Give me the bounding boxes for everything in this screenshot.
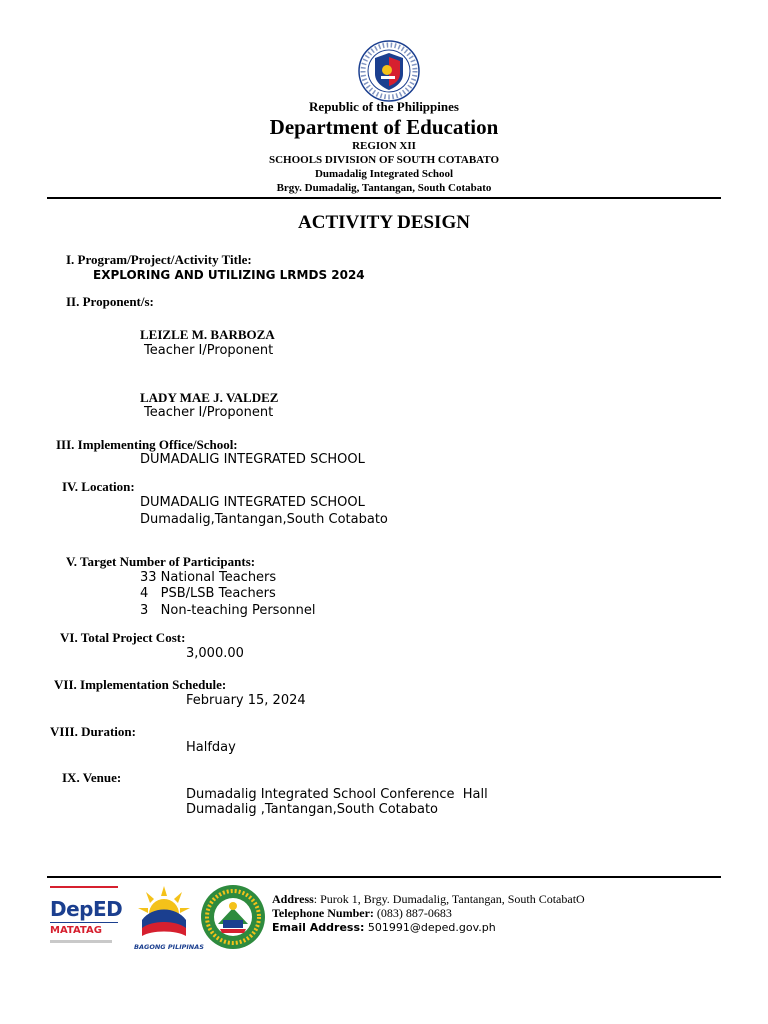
- header-divider: [47, 197, 721, 199]
- section-4-label: IV. Location:: [62, 479, 135, 494]
- proponent-1-name: LEIZLE M. BARBOZA: [140, 327, 275, 342]
- section-4-value-1: DUMADALIG INTEGRATED SCHOOL: [140, 495, 365, 510]
- bagong-pilipinas-text: BAGONG PILIPINAS: [134, 943, 204, 951]
- sun-icon: [134, 884, 194, 938]
- proponent-1-role: Teacher I/Proponent: [144, 343, 274, 358]
- bagong-pilipinas-logo: [134, 884, 204, 951]
- participants-row-3: 3 Non-teaching Personnel: [140, 603, 316, 618]
- address-label: Address: [272, 892, 314, 906]
- matatag-text: MATATAG: [50, 925, 102, 936]
- division-line: SCHOOLS DIVISION OF SOUTH COTABATO: [268, 154, 500, 166]
- footer-address: [272, 892, 585, 907]
- section-9-value-2: Dumadalig ,Tantangan,South Cotabato: [186, 802, 439, 817]
- section-4-value-2: Dumadalig,Tantangan,South Cotabato: [140, 512, 388, 527]
- deped-logo-text: DepED: [50, 897, 123, 921]
- phone-label: Telephone Number:: [272, 906, 374, 920]
- deped-seal-icon: [358, 40, 420, 102]
- region-line: REGION XII: [352, 140, 416, 152]
- section-7-value: February 15, 2024: [186, 693, 306, 708]
- section-5-label: V. Target Number of Participants:: [66, 554, 256, 569]
- section-9-value-1: Dumadalig Integrated School Conference Hall: [186, 787, 488, 802]
- school-address-line: Brgy. Dumadalig, Tantangan, South Cotabato: [276, 182, 492, 194]
- section-8-label: VIII. Duration:: [50, 724, 136, 739]
- republic-line: Republic of the Philippines: [309, 99, 459, 114]
- section-3-value: DUMADALIG INTEGRATED SCHOOL: [140, 452, 365, 467]
- email-value[interactable]: 501991@deped.gov.ph: [364, 921, 496, 934]
- proponent-2-role: Teacher I/Proponent: [144, 405, 274, 420]
- deped-matatag-logo: [50, 886, 123, 950]
- email-label: Email Address:: [272, 921, 365, 934]
- footer-email: [272, 921, 496, 934]
- participants-row-2: 4 PSB/LSB Teachers: [140, 586, 276, 601]
- department-title: Department of Education: [269, 115, 499, 139]
- proponent-2-name: LADY MAE J. VALDEZ: [140, 390, 279, 405]
- school-line: Dumadalig Integrated School: [314, 168, 454, 180]
- section-6-value: 3,000.00: [186, 646, 244, 661]
- section-1-label: I. Program/Project/Activity Title:: [66, 252, 252, 267]
- document-title: ACTIVITY DESIGN: [298, 212, 470, 233]
- logo-mid-rule: [50, 922, 118, 923]
- section-9-label: IX. Venue:: [62, 770, 122, 785]
- address-value: : Purok 1, Brgy. Dumadalig, Tantangan, South CotabatO: [313, 892, 585, 906]
- logo-top-rule: [50, 886, 118, 888]
- footer-divider: [47, 876, 721, 878]
- logo-tagline-bar: [50, 940, 112, 943]
- section-3-label: III. Implementing Office/School:: [56, 437, 238, 452]
- section-1-value: EXPLORING AND UTILIZING LRMDS 2024: [93, 268, 365, 282]
- section-7-label: VII. Implementation Schedule:: [54, 677, 227, 692]
- participants-row-1: 33 National Teachers: [140, 570, 277, 585]
- section-8-value: Halfday: [186, 740, 236, 755]
- phone-value: (083) 887-0683: [373, 906, 452, 920]
- footer-phone: [272, 906, 452, 921]
- section-2-label: II. Proponent/s:: [66, 294, 154, 309]
- section-6-label: VI. Total Project Cost:: [60, 630, 186, 645]
- dumadalig-school-seal-icon: [198, 884, 268, 950]
